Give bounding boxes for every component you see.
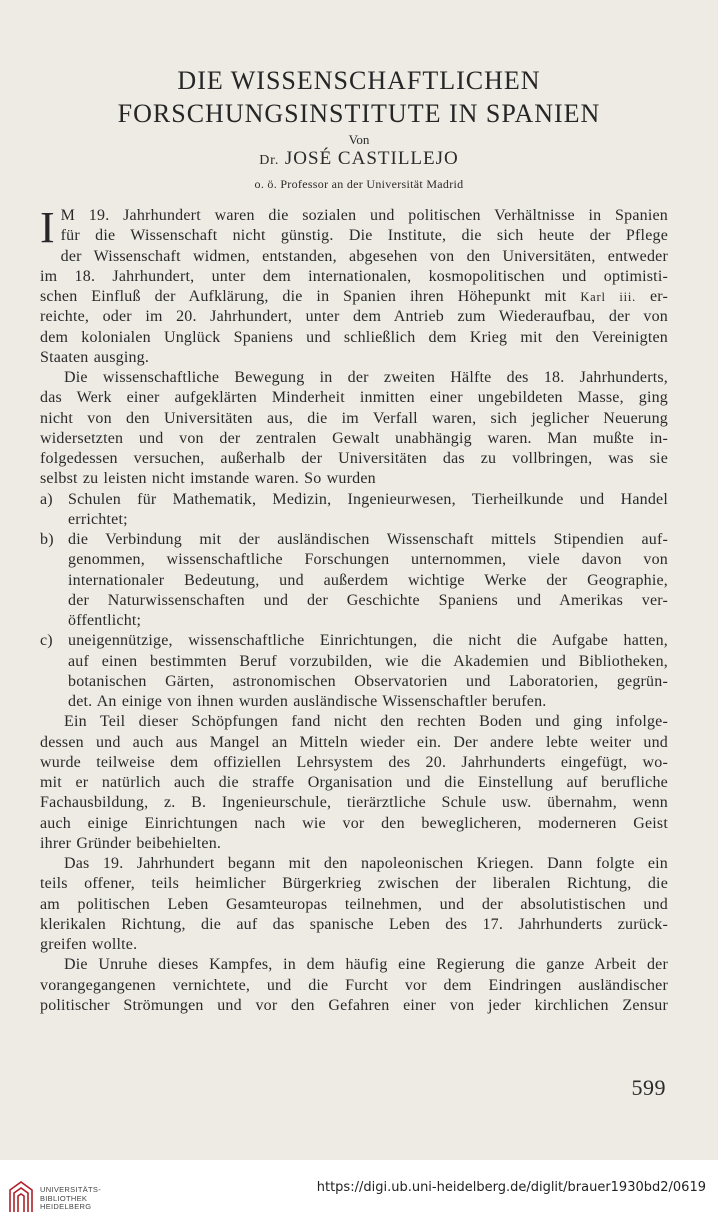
- drop-cap: I: [40, 203, 55, 252]
- author-name: JOSÉ CASTILLEJO: [284, 148, 459, 169]
- permalink-url[interactable]: https://digi.ub.uni-heidelberg.de/diglit/brauer1930bd2/0619: [316, 1180, 706, 1195]
- author-prefix: Dr.: [259, 153, 280, 168]
- title-line-2: FORSCHUNGSINSTITUTE IN SPANIEN: [117, 99, 601, 128]
- list-label: a): [40, 490, 53, 508]
- library-name: [40, 1186, 101, 1212]
- text-line: genommen, wissenschaftliche Forschungen unternommen, viele davon von: [68, 551, 668, 569]
- text-line: Die Unruhe dieses Kampfes, in dem häufig eine Regierung die ganze Arbeit der: [64, 956, 668, 974]
- text-line: der Naturwissenschaften und der Geschichte Spaniens und Amerikas ver-: [68, 591, 668, 609]
- title-line-1: DIE WISSENSCHAFTLICHEN: [177, 66, 541, 95]
- list-text: Schulen für Mathematik, Medizin, Ingenieurwesen, Tierheilkunde und Handel: [68, 490, 668, 508]
- text-line: am politischen Leben Gesamteuropas teilnehmen, und der absolutistischen und: [40, 895, 668, 913]
- text-line: Die wissenschaftliche Bewegung in der zweiten Hälfte des 18. Jahrhunderts,: [64, 369, 668, 386]
- text-line: nicht von den Universitäten aus, die im Verfall waren, sich jeglicher Neuerung: [40, 409, 668, 427]
- text-line: [40, 287, 668, 307]
- text-line: folgedessen versuchen, außerhalb der Universitäten das zu vollbringen, was sie: [40, 450, 668, 467]
- list-item-b: [40, 530, 668, 550]
- list-text: die Verbindung mit der ausländischen Wissenschaft mittels Stipendien auf-: [68, 531, 668, 548]
- list-text: uneigennützige, wissenschaftliche Einrichtungen, die nicht die Aufgabe hatten,: [68, 632, 668, 650]
- text-line: Das 19. Jahrhundert begann mit den napoleonischen Kriegen. Dann folgte ein: [64, 855, 668, 872]
- text-line: politischer Strömungen und vor den Gefahren einer von jeder kirchlichen Zensur: [40, 996, 668, 1014]
- text-fragment: schen Einfluß der Aufklärung, die in Spanien ihren Höhepunkt mit: [40, 288, 567, 305]
- article-body: [40, 203, 668, 1016]
- author: [0, 148, 718, 170]
- text-line: greifen wollte.: [40, 936, 138, 953]
- byline-von: Von: [348, 132, 370, 147]
- text-line: widersetzten und von der zentralen Gewalt unabhängig waren. Man mußte in-: [40, 429, 668, 447]
- text-line: Fachausbildung, z. B. Ingenieurschule, tierärztliche Schule usw. übernahm, wenn: [40, 794, 668, 812]
- library-name-line: HEIDELBERG: [40, 1202, 92, 1211]
- text-line: internationaler Bedeutung, und außerdem wichtige Werke der Geographie,: [68, 571, 668, 589]
- library-name-line: UNIVERSITÄTS-: [40, 1185, 101, 1194]
- text-line: ihrer Gründer beibehielten.: [40, 834, 222, 852]
- list-label: b): [40, 531, 54, 548]
- text-line: vorangegangenen vernichtete, und die Furcht vor dem Eindringen ausländischer: [40, 976, 668, 994]
- author-affiliation: o. ö. Professor an der Universität Madrid: [254, 177, 464, 191]
- text-line: für die Wissenschaft nicht günstig. Die Institute, die sich heute der Pflege: [60, 227, 668, 245]
- text-line: dessen und auch aus Mangel an Mitteln wieder ein. Der andere lebte weiter und: [40, 733, 668, 751]
- text-line: M 19. Jahrhundert waren die sozialen und politischen Verhältnisse in Spanien: [60, 207, 668, 224]
- text-line: dem kolonialen Unglück Spaniens und schließlich dem Krieg mit den Vereinigten: [40, 328, 668, 346]
- text-line: errichtet;: [68, 510, 128, 528]
- university-library-logo-icon: [6, 1178, 36, 1214]
- text-line: mit er natürlich auch die straffe Organisation und die Einstellung auf berufliche: [40, 774, 668, 791]
- page-number: 599: [631, 1075, 666, 1100]
- list-item-a: [40, 490, 668, 510]
- text-line: det. An einige von ihnen wurden ausländische Wissenschaftler berufen.: [68, 693, 547, 710]
- text-line: auf einen bestimmten Beruf vorzubilden, wie die Akademien und Bibliotheken,: [68, 652, 668, 670]
- text-line: reichte, oder im 20. Jahrhundert, unter dem Antrieb zum Wiederaufbau, der von: [40, 308, 668, 326]
- text-line: Staaten ausging.: [40, 348, 150, 366]
- list-item-c: [40, 631, 668, 651]
- library-name-line: BIBLIOTHEK: [40, 1193, 88, 1203]
- text-fragment: er-: [649, 288, 668, 305]
- text-line: klerikalen Richtung, die auf das spanische Leben des 17. Jahrhunderts zurück-: [40, 915, 668, 933]
- text-line: Ein Teil dieser Schöpfungen fand nicht den rechten Boden und ging infolge-: [64, 713, 668, 731]
- list-label: c): [40, 632, 53, 650]
- text-line: wurde teilweise dem offiziellen Lehrsystem des 20. Jahrhunderts eingefügt, wo-: [40, 753, 668, 771]
- text-line: teils offener, teils heimlicher Bürgerkrieg zwischen der liberalen Richtung, die: [40, 875, 668, 893]
- text-line: botanischen Gärten, astronomischen Observatorien und Laboratorien, gegrün-: [68, 672, 668, 690]
- text-line: der Wissenschaft widmen, entstanden, abgesehen von den Universitäten, entweder: [60, 247, 668, 265]
- text-line: selbst zu leisten nicht imstande waren. So wurden: [40, 470, 376, 488]
- small-caps-karl: Karl iii.: [580, 290, 637, 304]
- text-line: das Werk einer aufgeklärten Minderheit inmitten einer ungebildeten Masse, ging: [40, 389, 668, 407]
- text-line: auch einige Einrichtungen nach wie vor den beweglicheren, moderneren Geist: [40, 814, 668, 832]
- text-line: öffentlicht;: [68, 612, 142, 629]
- text-line: im 18. Jahrhundert, unter dem internationalen, kosmopolitischen und optimisti-: [40, 267, 668, 285]
